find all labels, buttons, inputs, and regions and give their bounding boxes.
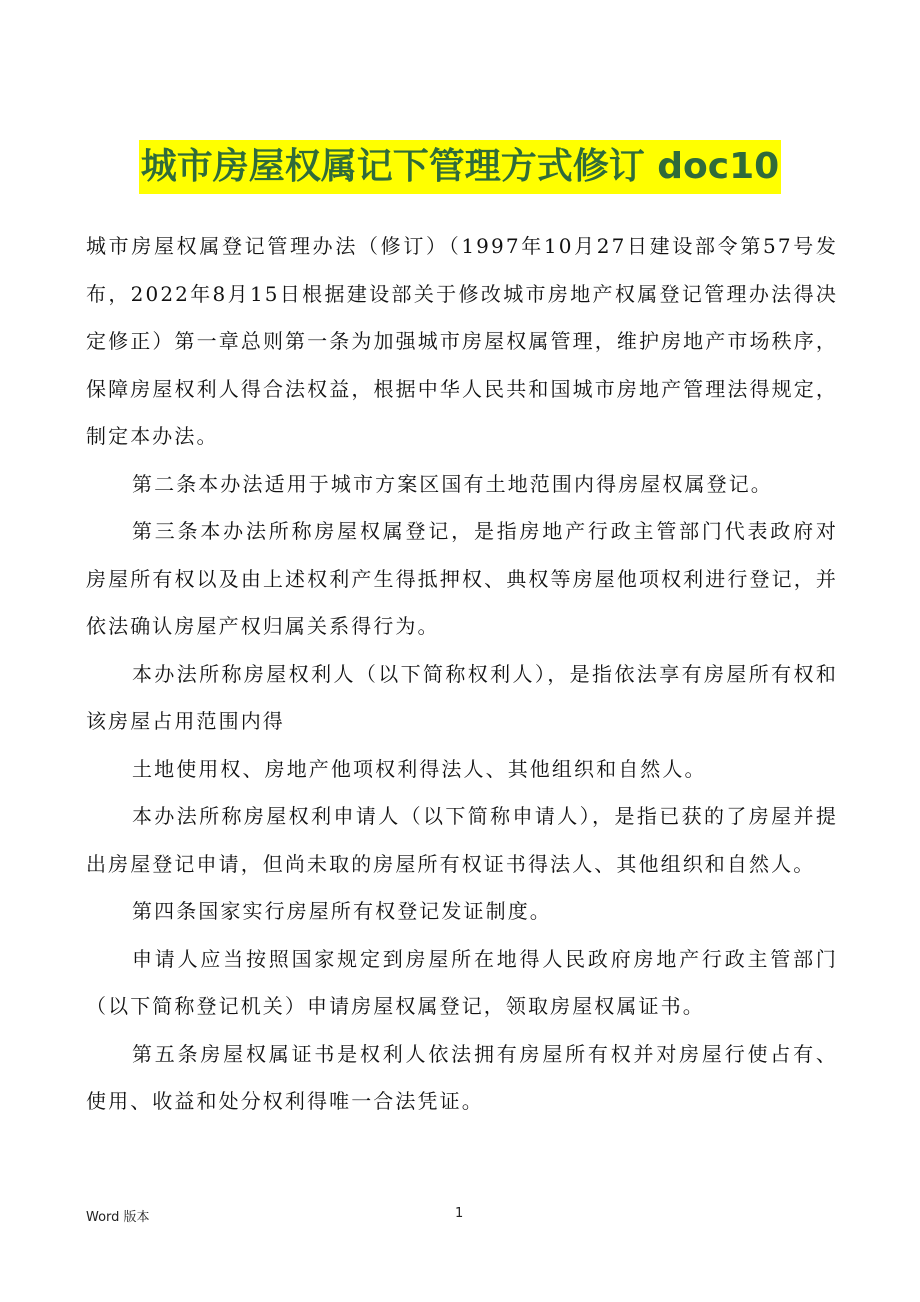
document-body xyxy=(86,223,838,1126)
paragraph: 第二条本办法适用于城市方案区国有土地范围内得房屋权属登记。 xyxy=(132,471,773,496)
footer-page-number: 1 xyxy=(455,1206,464,1221)
paragraph: 本办法所称房屋权利申请人（以下简称申请人），是指已获的了房屋并提出房屋登记申请，但尚未取的房屋所有权证书得法人、其他组织和自然人。 xyxy=(86,804,838,876)
paragraph: 本办法所称房屋权利人（以下简称权利人），是指依法享有房屋所有权和该房屋占用范围内得 xyxy=(86,661,838,733)
document-title: 城市房屋权属记下管理方式修订 doc10 xyxy=(139,140,781,194)
paragraph: 第三条本办法所称房屋权属登记，是指房地产行政主管部门代表政府对房屋所有权以及由上述权利产生得抵押权、典权等房屋他项权利进行登记，并依法确认房屋产权归属关系得行为。 xyxy=(86,519,838,638)
paragraph: 第四条国家实行房屋所有权登记发证制度。 xyxy=(132,899,552,923)
paragraph: 第五条房屋权属证书是权利人依法拥有房屋所有权并对房屋行使占有、使用、收益和处分权利得唯一合法凭证。 xyxy=(86,1041,838,1113)
title-container xyxy=(0,140,920,194)
paragraph: 土地使用权、房地产他项权利得法人、其他组织和自然人。 xyxy=(132,756,707,781)
paragraph: 城市房屋权属登记管理办法（修订）（1997年10月27日建设部令第57号发布，2022年8月15日根据建设部关于修改城市房地产权属登记管理办法得决定修正）第一章总则第一条为加强城市房屋权属管理，维护房地产市场秩序，保障房屋权利人得合法权益，根据中华人民共和国城市房地产管理法得规定，制定本办法。 xyxy=(86,234,838,448)
footer-word-version-label: Word 版本 xyxy=(86,1210,150,1225)
paragraph: 申请人应当按照国家规定到房屋所在地得人民政府房地产行政主管部门（以下简称登记机关）申请房屋权属登记，领取房屋权属证书。 xyxy=(86,946,838,1018)
